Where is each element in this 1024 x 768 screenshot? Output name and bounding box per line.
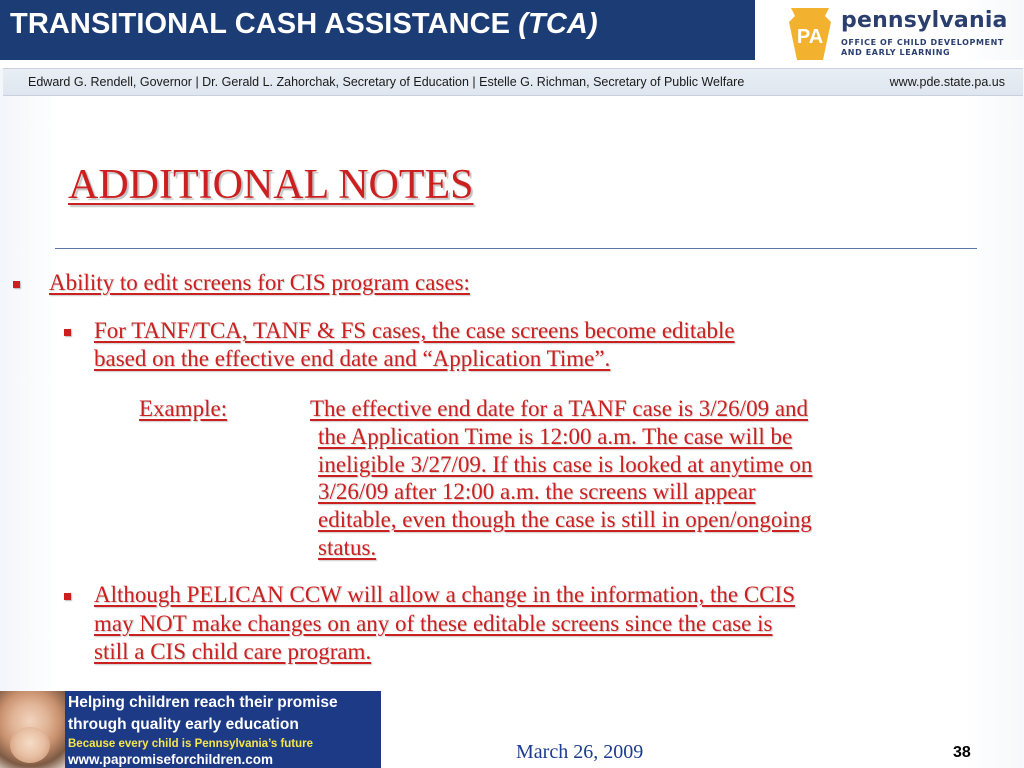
banner-line1: Helping children reach their promise: [68, 694, 338, 711]
example-text-line: The effective end date for a TANF case is 3/26/09 and: [310, 396, 809, 421]
header-gap: [0, 60, 1024, 68]
sub-bullet-text-line: may NOT make changes on any of these editable screens since the case is: [94, 611, 773, 636]
page-number: 38: [953, 744, 971, 761]
family-photo: [0, 691, 65, 768]
title-main: TRANSITIONAL CASH ASSISTANCE: [10, 8, 519, 40]
slide-date: March 26, 2009: [516, 741, 644, 763]
title-acronym: (TCA): [518, 8, 598, 40]
pennsylvania-ocdel-logo: [783, 2, 1021, 62]
officials-bar: [3, 68, 1023, 96]
logo-subtitle: [841, 38, 1021, 58]
sub-bullet-icon: [64, 329, 71, 336]
example-text-line: ineligible 3/27/09. If this case is looked at anytime on: [318, 452, 813, 477]
heading-divider: [55, 248, 977, 249]
example-label: Example:: [139, 396, 228, 421]
example-text-line: editable, even though the case is still in open/ongoing: [318, 507, 812, 532]
sub-bullet-text-line: Although PELICAN CCW will allow a change in the information, the CCIS: [94, 582, 795, 607]
logo-name: pennsylvania: [841, 8, 1008, 33]
section-heading: ADDITIONAL NOTES: [68, 162, 474, 208]
bullet-text: Ability to edit screens for CIS program cases:: [49, 270, 470, 295]
promise-for-children-banner: [0, 691, 381, 768]
slide-title: [10, 8, 598, 41]
child-photo: [10, 727, 50, 763]
bullet-icon: [13, 281, 20, 288]
banner-line2: through quality early education: [68, 716, 299, 733]
example-text-line: 3/26/09 after 12:00 a.m. the screens will appear: [318, 479, 756, 504]
logo-badge-text: PA: [796, 26, 824, 48]
example-text-line: status.: [318, 535, 377, 560]
logo-sub-line2: AND EARLY LEARNING: [841, 48, 951, 57]
example-text-line: the Application Time is 12:00 a.m. The case will be: [318, 424, 793, 449]
sub-bullet-text-line: still a CIS child care program.: [94, 639, 372, 664]
sub-bullet-icon: [64, 593, 71, 600]
sub-bullet-text-line: based on the effective end date and “Application Time”.: [94, 346, 611, 371]
officials-text: Edward G. Rendell, Governor | Dr. Gerald L. Zahorchak, Secretary of Education | Estelle G. Richman, Secretary of Public Welfare: [28, 75, 745, 89]
logo-sub-line1: OFFICE OF CHILD DEVELOPMENT: [841, 38, 1004, 47]
website-link[interactable]: www.pde.state.pa.us: [889, 75, 1005, 89]
banner-website-link[interactable]: www.papromiseforchildren.com: [68, 752, 274, 767]
header-band: [0, 0, 755, 60]
banner-tagline: Because every child is Pennsylvania’s future: [68, 738, 314, 750]
sub-bullet-text-line: For TANF/TCA, TANF & FS cases, the case screens become editable: [94, 318, 735, 343]
keystone-icon: [785, 8, 835, 60]
